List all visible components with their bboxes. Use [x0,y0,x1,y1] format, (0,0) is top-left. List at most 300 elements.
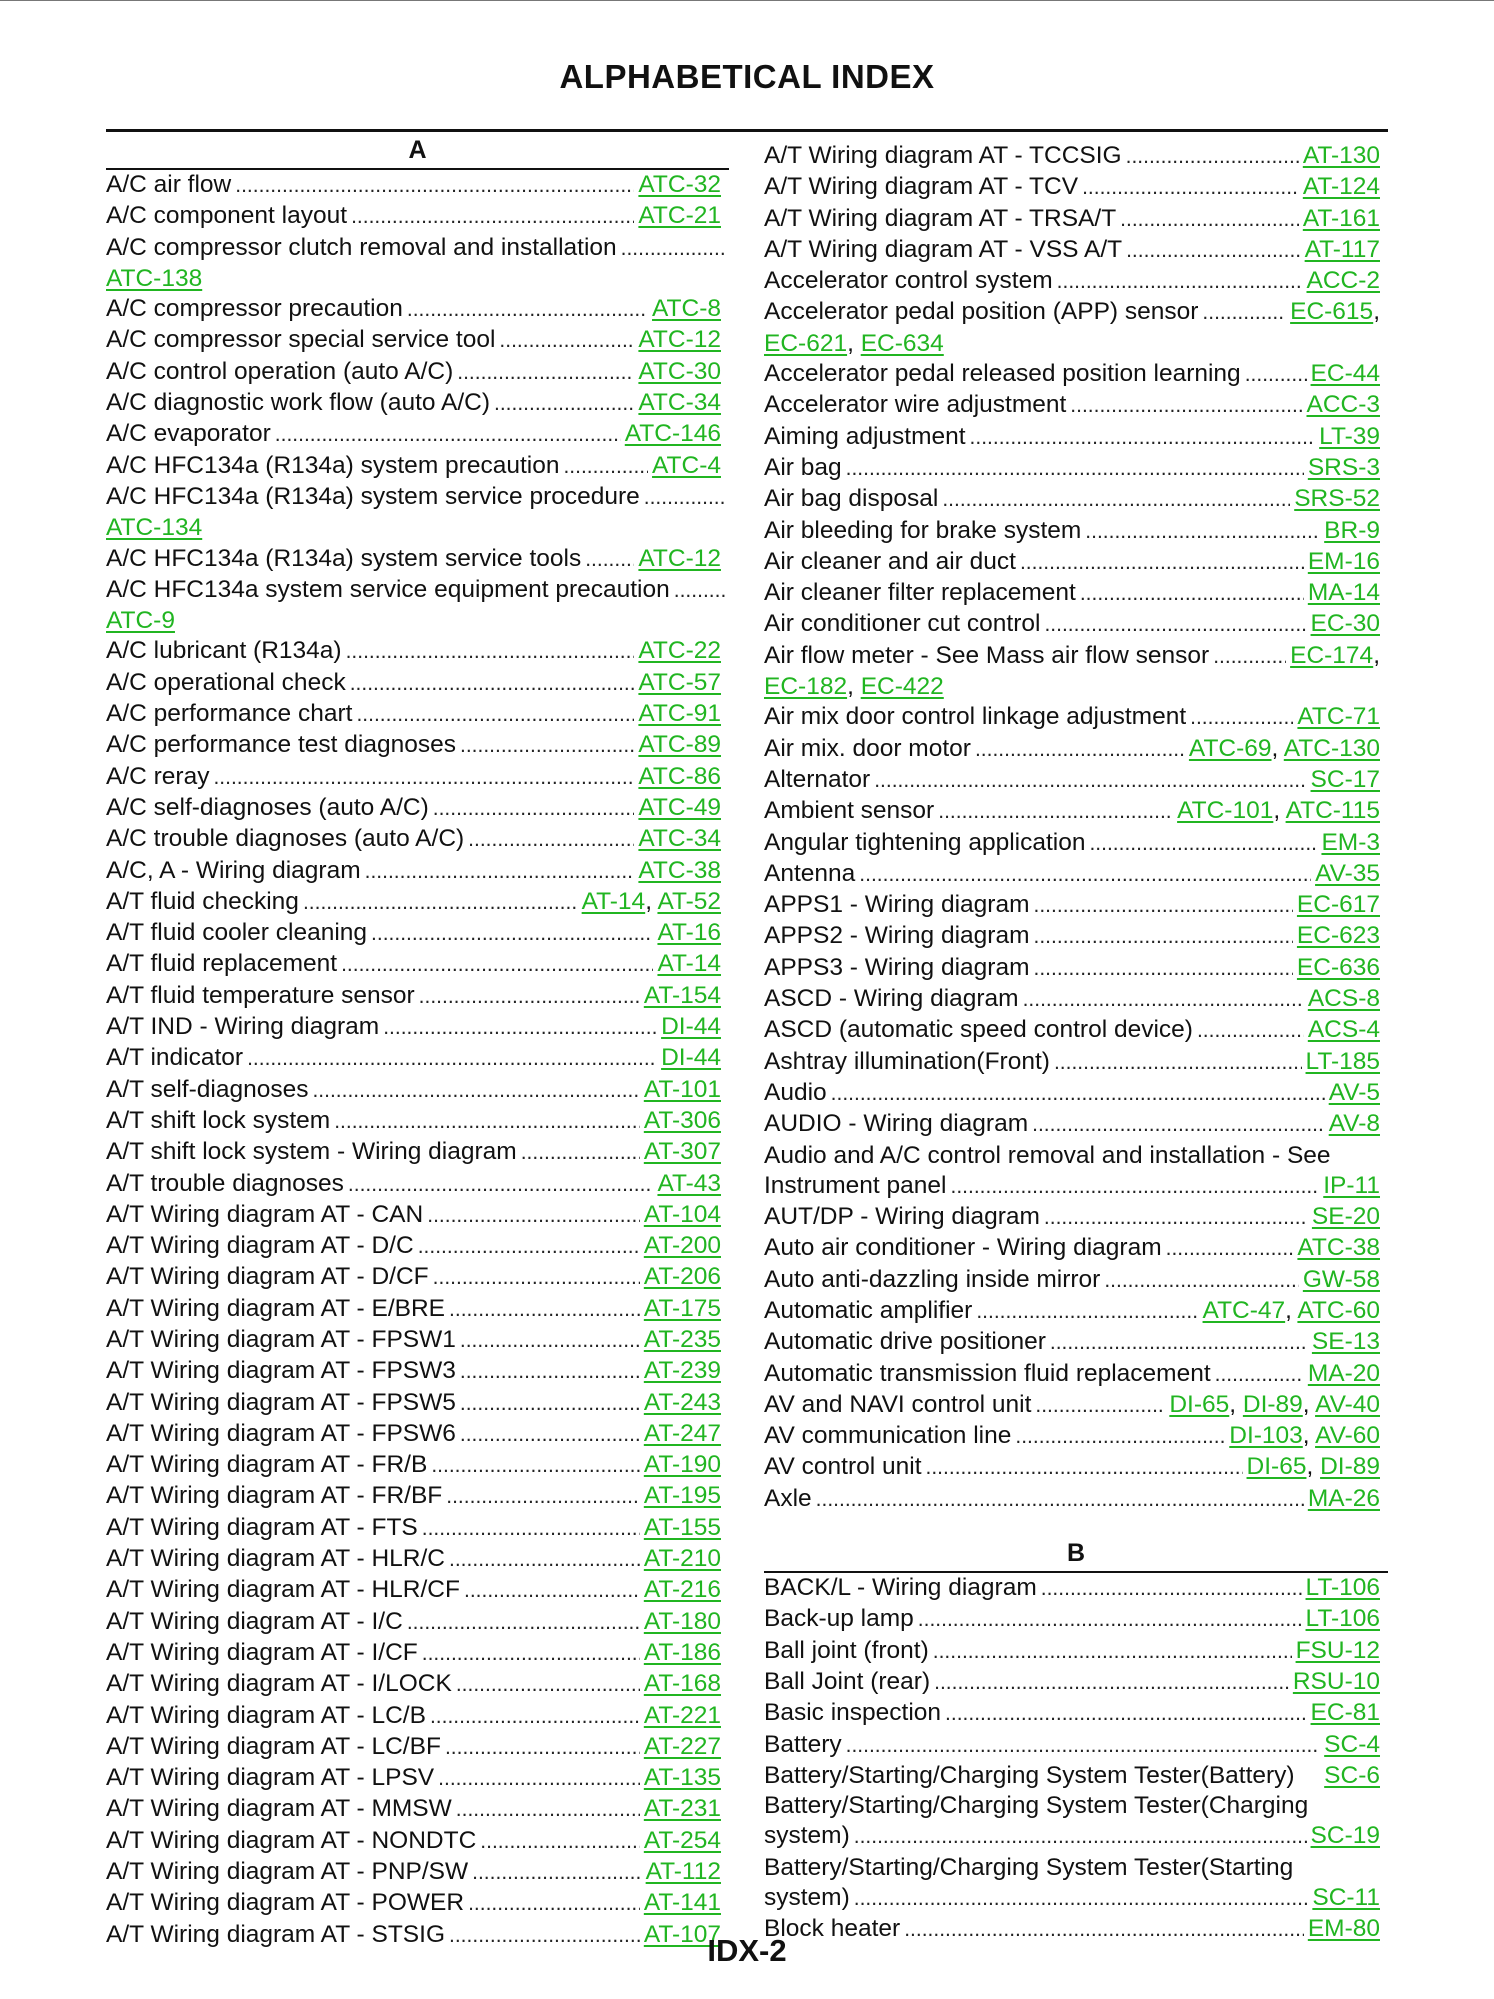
page-reference-link[interactable]: EC-634 [860,329,944,357]
index-entry [106,170,729,201]
entry-references [638,357,729,387]
entry-label: A/T fluid replacement [106,950,338,978]
leader-dots [371,919,653,949]
page-reference-link[interactable]: AT-227 [643,1732,721,1760]
entry-references [644,1481,729,1511]
entry-line [106,1169,729,1200]
leader-dots [1015,1422,1225,1452]
page-reference-link[interactable]: ATC-146 [624,420,721,448]
entry-label: AV and NAVI control unit [764,1390,1032,1418]
entry-line [106,1513,729,1544]
entry-label: A/T Wiring diagram AT - FTS [106,1513,418,1541]
entry-line [764,1265,1388,1296]
page-reference-link[interactable]: AT-104 [643,1200,721,1228]
page-reference-link[interactable]: MA-14 [1307,579,1380,607]
page-reference-link[interactable]: LT-39 [1319,422,1380,450]
page-reference-link[interactable]: DI-89 [1242,1390,1303,1418]
entry-label: A/T shift lock system [106,1106,331,1134]
index-entry [764,1296,1388,1327]
entry-line [106,918,729,949]
page-reference-link[interactable]: ATC-115 [1285,797,1380,825]
entry-line [764,547,1388,578]
page-reference-link[interactable]: AV-8 [1328,1110,1380,1138]
page-reference-link[interactable]: ATC-86 [638,762,721,790]
index-entry [764,1047,1388,1078]
page-reference-link[interactable]: AV-5 [1328,1078,1380,1106]
page-reference-link[interactable]: AT-243 [643,1388,721,1416]
entry-line [106,981,729,1012]
entry-line [106,1419,729,1450]
leader-dots [1034,891,1293,921]
page-reference-link[interactable]: ACS-8 [1307,985,1380,1013]
entry-line [764,1730,1388,1761]
entry-line [764,172,1388,203]
page-reference-link[interactable]: AT-175 [643,1294,721,1322]
page-reference-link[interactable]: DI-65 [1246,1453,1307,1481]
index-entry [106,981,729,1012]
entry-label: A/T fluid temperature sensor [106,981,415,1009]
page-reference-link[interactable]: AT-107 [643,1920,721,1948]
entry-line [106,294,729,325]
page-reference-link[interactable]: EC-174 [1290,641,1374,669]
page-reference-link[interactable]: AT-210 [643,1545,721,1573]
page-reference-link[interactable]: ATC-4 [652,451,721,479]
entry-line [106,793,729,824]
entry-label: Ashtray illumination(Front) [764,1047,1050,1075]
index-entry [106,1732,729,1763]
entry-line [106,1857,729,1888]
index-entry [106,1701,729,1732]
page-reference-link[interactable]: AT-130 [1302,142,1380,169]
page-reference-link[interactable]: EC-81 [1310,1699,1380,1727]
entry-references [644,1794,729,1824]
page-reference-link[interactable]: EC-182 [764,673,848,701]
page-reference-link[interactable]: AT-247 [643,1419,721,1447]
entry-references [657,1169,729,1199]
page-reference-link[interactable]: SE-20 [1311,1203,1380,1231]
entry-label: Audio [764,1078,827,1106]
entry-label: A/T Wiring diagram AT - POWER [106,1889,465,1917]
entry-references [661,1043,729,1073]
page-reference-link[interactable]: AT-206 [643,1263,721,1291]
page-reference-link[interactable]: ATC-69 [1188,734,1272,762]
entry-line [764,1047,1388,1078]
leader-dots [831,1079,1325,1109]
index-entry [764,641,1388,703]
page-reference-link[interactable]: SE-13 [1311,1328,1380,1356]
page-reference-link[interactable]: AV-60 [1315,1422,1380,1450]
entry-continuation [106,264,729,294]
page-reference-link[interactable]: SRS-52 [1294,485,1380,513]
ref-separator: , [1302,1422,1316,1450]
entry-references [1312,1883,1388,1913]
leader-dots [1034,954,1293,984]
index-entry [764,297,1388,359]
page-reference-link[interactable]: AT-117 [1304,235,1380,263]
page-reference-link[interactable]: AV-40 [1315,1390,1380,1418]
page-reference-link[interactable]: EC-636 [1296,953,1380,981]
page-reference-link[interactable]: AT-43 [657,1169,721,1197]
page-reference-link[interactable]: AT-16 [657,919,721,947]
entry-references [1290,641,1388,671]
page-reference-link[interactable]: ATC-12 [638,544,721,572]
page-reference-link[interactable]: FSU-12 [1295,1636,1380,1664]
page-reference-link[interactable]: EC-621 [764,329,848,357]
page-reference-link[interactable]: AT-124 [1302,173,1380,201]
entry-line [106,1325,729,1356]
page-reference-link[interactable]: EC-623 [1296,922,1380,950]
index-entry [764,1853,1388,1915]
page-reference-link[interactable]: DI-89 [1320,1453,1380,1481]
leader-dots [1082,173,1299,203]
page-reference-link[interactable]: SC-4 [1324,1730,1380,1758]
entry-label: A/T IND - Wiring diagram [106,1013,380,1041]
page-reference-link[interactable]: AT-161 [1302,204,1380,232]
entry-references [1229,1421,1388,1451]
leader-dots [460,1389,640,1419]
page-reference-link[interactable]: ATC-71 [1297,703,1380,731]
leader-dots [1020,548,1304,578]
entry-label: Aiming adjustment [764,422,966,450]
page-reference-link[interactable]: ATC-138 [106,264,203,292]
entry-references [1329,1078,1388,1108]
entry-label: Automatic drive positioner [764,1328,1046,1356]
index-entry [106,1481,729,1512]
ref-separator: , [1285,1296,1298,1324]
page-reference-link[interactable]: EC-615 [1290,298,1374,326]
page-reference-link[interactable]: ACC-3 [1306,391,1380,419]
page-reference-link[interactable]: EC-44 [1310,360,1380,388]
page-reference-link[interactable]: EM-16 [1307,547,1380,575]
index-entry [106,1826,729,1857]
entry-references [646,1857,729,1887]
index-entry [764,204,1388,235]
index-entry [106,1638,729,1669]
page-reference-link[interactable]: EC-30 [1310,610,1380,638]
page-reference-link[interactable]: AT-112 [645,1858,721,1886]
entry-label: A/T Wiring diagram AT - PNP/SW [106,1858,469,1886]
index-entry [106,1513,729,1544]
index-entry [106,918,729,949]
entry-label: Accelerator control system [764,267,1053,295]
page-reference-link[interactable]: SC-19 [1310,1822,1380,1850]
page-reference-link[interactable]: MA-26 [1307,1484,1380,1512]
page-reference-link[interactable]: LT-106 [1305,1605,1380,1633]
entry-label: A/C control operation (auto A/C) [106,357,454,385]
index-entry [764,1604,1388,1635]
entry-line [764,984,1388,1015]
page-reference-link[interactable]: ATC-49 [638,793,721,821]
page-reference-link[interactable]: AT-180 [643,1607,721,1635]
entry-label: A/T Wiring diagram AT - TCCSIG [764,142,1122,169]
entry-label: AUT/DP - Wiring diagram [764,1203,1040,1231]
entry-label: Ball joint (front) [764,1636,929,1664]
entry-line [764,1452,1388,1483]
page-reference-link[interactable]: RSU-10 [1292,1667,1380,1695]
leader-dots [1085,517,1320,547]
page-reference-link[interactable]: ACC-2 [1306,267,1380,295]
entry-references [644,1732,729,1762]
page-reference-link[interactable]: MA-20 [1307,1359,1380,1387]
entry-references [1312,1202,1388,1232]
entry-references [644,981,729,1011]
index-entry [764,1390,1388,1421]
entry-label: A/T Wiring diagram AT - TCV [764,173,1079,201]
entry-references [1303,141,1388,171]
entry-label: A/C operational check [106,668,346,696]
entry-label: A/C HFC134a (R134a) system service tools [106,544,582,572]
page-reference-link[interactable]: EC-422 [860,673,944,701]
page-reference-link[interactable]: AT-216 [643,1576,721,1604]
page-reference-link[interactable]: ATC-38 [638,856,721,884]
page-reference-link[interactable]: AT-186 [643,1638,721,1666]
page-reference-link[interactable]: AT-141 [643,1889,721,1917]
leader-dots [468,1889,640,1919]
index-entry [764,1730,1388,1761]
entry-label: Air mix. door motor [764,734,971,762]
entry-line [106,1137,729,1168]
page-reference-link[interactable]: ATC-9 [106,607,175,635]
page-reference-link[interactable]: ATC-34 [638,825,721,853]
entry-label: A/T Wiring diagram AT - CAN [106,1200,424,1228]
entry-label: AV control unit [764,1453,922,1481]
entry-line [764,641,1388,672]
page-reference-link[interactable]: AT-254 [643,1826,721,1854]
index-entry [764,1452,1388,1483]
page-reference-link[interactable]: ATC-130 [1283,734,1380,762]
page-reference-link[interactable]: ATC-22 [638,637,721,665]
entry-references [1308,1015,1388,1045]
page-reference-link[interactable]: DI-103 [1229,1422,1303,1450]
entry-references [652,451,729,481]
page-reference-link[interactable]: AT-168 [643,1670,721,1698]
leader-dots [427,1201,640,1231]
entry-line [764,578,1388,609]
page-reference-link[interactable]: SC-17 [1310,765,1380,793]
leader-dots [351,202,634,232]
entry-references [638,699,729,729]
page-reference-link[interactable]: AT-307 [643,1138,721,1166]
index-entry [106,1857,729,1888]
leader-dots [563,452,648,482]
index-entry [764,1636,1388,1667]
entry-line [764,1573,1388,1604]
entry-line [106,1763,729,1794]
leader-dots [334,1107,640,1137]
page-reference-link[interactable]: SC-11 [1312,1884,1380,1912]
entry-references [1189,734,1388,764]
entry-line [764,1233,1388,1264]
page-reference-link[interactable]: ACS-4 [1307,1016,1380,1044]
page-reference-link[interactable]: EM-80 [1307,1915,1380,1943]
entry-label: A/T indicator [106,1044,244,1072]
page-reference-link[interactable]: ATC-101 [1177,797,1274,825]
leader-dots [951,1172,1320,1202]
entry-line [764,1883,1388,1914]
page-reference-link[interactable]: AT-239 [643,1357,721,1385]
page-reference-link[interactable]: ATC-91 [638,700,721,728]
entry-line [106,1231,729,1262]
leader-dots [874,766,1306,796]
entry-references [638,793,729,823]
entry-label: A/T trouble diagnoses [106,1169,344,1197]
page-reference-link[interactable]: BR-9 [1324,516,1380,544]
entry-label: A/C trouble diagnoses (auto A/C) [106,825,465,853]
page-reference-link[interactable]: ATC-134 [106,514,203,542]
page-reference-link[interactable]: ATC-8 [652,295,721,323]
index-entry [106,636,729,667]
entry-references [1306,1604,1388,1634]
entry-line [764,422,1388,453]
entry-line [764,297,1388,328]
page-reference-link[interactable]: AT-14 [581,887,646,915]
entry-line [764,890,1388,921]
entry-label-line: Battery/Starting/Charging System Tester(Starting [764,1853,1294,1881]
leader-dots [348,1170,654,1200]
page-reference-link[interactable]: AT-14 [657,950,721,978]
page-reference-link[interactable]: ATC-30 [638,357,721,385]
index-entry [106,1169,729,1200]
leader-dots [341,950,653,980]
entry-references [1297,1233,1388,1263]
ref-separator: , [847,673,861,701]
entry-label: A/C compressor clutch removal and installation [106,233,617,261]
entry-label: BACK/L - Wiring diagram [764,1574,1037,1602]
entry-references [644,1638,729,1668]
page-reference-link[interactable]: ATC-12 [638,326,721,354]
entry-references [644,1607,729,1637]
page-reference-link[interactable]: AT-155 [643,1513,721,1541]
entry-references [644,1888,729,1918]
entry-label-continued: system) [764,1884,850,1912]
page-reference-link[interactable]: AT-200 [643,1232,721,1260]
entry-line [106,1607,729,1638]
entry-label: APPS1 - Wiring diagram [764,891,1030,919]
entry-label: ASCD - Wiring diagram [764,985,1019,1013]
index-entry [764,359,1388,390]
entry-references [1294,484,1388,514]
entry-label: A/C HFC134a (R134a) system service procedure [106,482,640,510]
page-reference-link[interactable]: AV-35 [1315,859,1380,887]
page-reference-link[interactable]: ATC-38 [1297,1234,1380,1262]
page-reference-link[interactable]: AT-195 [643,1482,721,1510]
entry-label: A/T Wiring diagram AT - I/C [106,1607,403,1635]
entry-line [106,1669,729,1700]
page-reference-link[interactable]: DI-44 [661,1044,721,1072]
entry-line [106,1575,729,1606]
index-entry [106,325,729,356]
entry-line [106,887,729,918]
index-entry [764,484,1388,515]
ref-separator: , [1229,1390,1243,1418]
index-entry [764,609,1388,640]
entry-label: Air bleeding for brake system [764,516,1082,544]
page-reference-link[interactable]: DI-44 [661,1013,721,1041]
entry-references [1323,1171,1388,1201]
page-reference-link[interactable]: IP-11 [1323,1171,1380,1199]
entry-label: A/T Wiring diagram AT - D/CF [106,1263,429,1291]
leader-dots [438,1764,640,1794]
page-reference-link[interactable]: AT-190 [643,1451,721,1479]
entry-references [1312,1327,1388,1357]
leader-dots [235,171,634,201]
page-reference-link[interactable]: AT-306 [643,1106,721,1134]
leader-dots [312,1076,639,1106]
page-reference-link[interactable]: ATC-60 [1297,1296,1380,1324]
entry-references [644,1137,729,1167]
page-reference-link[interactable]: SC-6 [1324,1761,1380,1789]
entry-label: Air mix door control linkage adjustment [764,703,1187,731]
page-reference-link[interactable]: ATC-57 [638,668,721,696]
index-entry [106,1106,729,1137]
entry-label: Battery [764,1730,842,1758]
page-reference-link[interactable]: ATC-47 [1202,1296,1286,1324]
entry-line [106,1544,729,1575]
index-entry [106,1888,729,1919]
index-entry [764,765,1388,796]
entry-line [764,1604,1388,1635]
page-reference-link[interactable]: AT-235 [643,1325,721,1353]
page-reference-link[interactable]: EC-617 [1296,891,1380,919]
page-reference-link[interactable]: DI-65 [1169,1390,1230,1418]
page-reference-link[interactable]: AT-231 [643,1795,721,1823]
entry-references [1203,1296,1388,1326]
page-reference-link[interactable]: ATC-21 [638,202,721,230]
entry-references [644,1513,729,1543]
leader-dots [460,1326,640,1356]
entry-line [106,1450,729,1481]
page-reference-link[interactable]: AT-135 [643,1764,721,1792]
leader-dots [419,982,640,1012]
page-reference-link[interactable]: GW-58 [1302,1265,1380,1293]
entry-references [1311,1821,1388,1851]
entry-label: A/T Wiring diagram AT - FPSW1 [106,1325,456,1353]
entry-references [638,856,729,886]
entry-references [1324,1730,1388,1760]
page-reference-link[interactable]: ATC-32 [638,171,721,198]
index-column-right [764,141,1388,1946]
index-entry [764,1327,1388,1358]
leader-dots [460,1357,640,1387]
index-entry [106,1356,729,1387]
index-entry [106,419,729,450]
page-reference-link[interactable]: EM-3 [1321,828,1380,856]
index-entry [764,921,1388,952]
page-reference-link[interactable]: AT-101 [643,1075,721,1103]
entry-references [644,1075,729,1105]
leader-dots [460,1420,640,1450]
page-reference-link[interactable]: ATC-89 [638,731,721,759]
page-reference-link[interactable]: AT-52 [657,887,721,915]
entry-label: A/T Wiring diagram AT - I/LOCK [106,1670,452,1698]
page-reference-link[interactable]: ATC-34 [638,389,721,417]
index-entry [764,1573,1388,1604]
page-reference-link[interactable]: LT-106 [1305,1574,1380,1602]
page-reference-link[interactable]: LT-185 [1305,1047,1380,1075]
index-entry [764,702,1388,733]
index-entry [764,1421,1388,1452]
page-reference-link[interactable]: SRS-3 [1307,453,1380,481]
entry-references [1296,1636,1388,1666]
entry-label: Ball Joint (rear) [764,1667,931,1695]
entry-references [644,1450,729,1480]
entry-references [1311,1698,1388,1728]
entry-line [106,419,729,450]
entry-label: A/T Wiring diagram AT - FPSW5 [106,1388,456,1416]
page-reference-link[interactable]: AT-154 [643,981,721,1009]
page-reference-link[interactable]: AT-221 [643,1701,721,1729]
entry-references [638,824,729,854]
